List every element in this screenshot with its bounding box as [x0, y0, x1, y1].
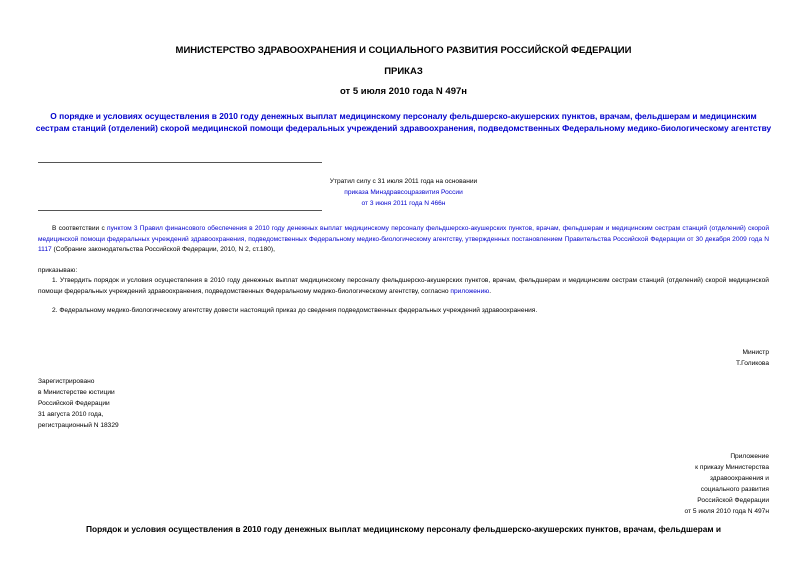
title-prefix: О — [50, 111, 60, 121]
registration-line2: в Министерстве юстиции — [38, 389, 115, 396]
order-item-1 — [38, 276, 769, 297]
preamble-text-start: В соответствии с — [52, 225, 108, 232]
repeal-order-date-link[interactable]: от 3 июня 2011 года N 466н — [361, 200, 446, 207]
document-date-number: от 5 июля 2010 года N 497н — [339, 86, 468, 97]
registration-line5: регистрационный N 18329 — [38, 422, 119, 429]
signature-block — [736, 347, 769, 369]
appendix-title: Порядок и условия осуществления в 2010 году денежных выплат медицинскому персоналу фельдшерско-акушерских пунктов, врачам, фельдшерам и — [85, 524, 722, 534]
item1-end: . — [489, 287, 492, 295]
order-word: приказываю: — [38, 267, 78, 274]
appendix-line2: к приказу Министерства — [695, 464, 769, 471]
status-note-line1: Утратил силу с 31 июля 2011 года на основании — [329, 178, 478, 185]
divider-top — [38, 162, 322, 163]
appendix-line3: здравоохранения и — [709, 475, 769, 482]
government-resolution-link[interactable]: постановлением Правительства Российской Федерации от 30 декабря 2009 года N 1117 — [38, 235, 770, 253]
registration-line3: Российской Федерации — [38, 400, 110, 407]
appendix-line6: от 5 июля 2010 года N 497н — [684, 508, 769, 515]
status-note — [260, 176, 547, 209]
registration-line4: 31 августа 2010 года, — [38, 411, 104, 418]
registration-block — [38, 376, 119, 431]
registration-line1: Зарегистрировано — [38, 378, 95, 385]
divider-bottom — [38, 210, 322, 211]
appendix-line4: социального развития — [700, 486, 769, 493]
title-link[interactable]: порядке и условиях осуществления в 2010 году денежных выплат медицинскому персоналу фельдшерско-акушерских пунктов, врачам, фельдшерам и медицинским сестрам станций (отделений) скорой медицинской помощи федеральных учреждений здравоохранения, подведомственных Федеральному медико-биологическому агентству — [35, 111, 772, 133]
signature-name: Т.Голикова — [735, 360, 769, 367]
signature-position: Министр — [742, 349, 769, 356]
appendix-block — [685, 451, 769, 517]
repeal-order-link[interactable]: приказа Минздравсоцразвития России — [344, 189, 463, 196]
item1-text: 1. Утвердить порядок и условия осуществления в 2010 году денежных выплат медицинскому персоналу фельдшерско-акушерских пунктов, врачам, фельдшерам и медицинским сестрам станций (отделений) скорой медицинской помощи федеральных учреждений здравоохранения, подведомственных Федеральному медико-биологическому агентству, согласно — [38, 277, 769, 295]
preamble-text-end: (Собрание законодательства Российской Федерации, 2010, N 2, ст.180), — [51, 246, 275, 253]
ministry-heading: МИНИСТЕРСТВО ЗДРАВООХРАНЕНИЯ И СОЦИАЛЬНОГО РАЗВИТИЯ РОССИЙСКОЙ ФЕДЕРАЦИИ — [175, 45, 632, 56]
appendix-link[interactable]: приложению — [450, 287, 490, 295]
preamble-paragraph — [38, 224, 769, 256]
document-type: ПРИКАЗ — [384, 66, 423, 77]
rules-point-link[interactable]: пунктом 3 Правил финансового обеспечения в 2010 году денежных выплат медицинскому персоналу фельдшерско-акушерских пунктов, врачам, фельдшерам и медицинским сестрам станций (отделений) скорой медицинской помощи федеральных учреждений здравоохранения, подведомственных Федеральному медико-биологическому агентству, утвержденных — [38, 225, 770, 243]
document-title — [35, 111, 772, 134]
order-item-2: 2. Федеральному медико-биологическому агентству довести настоящий приказ до сведения подведомственных федеральных учреждений здравоохранения. — [52, 307, 538, 314]
appendix-line5: Российской Федерации — [697, 497, 769, 504]
appendix-line1: Приложение — [730, 453, 769, 460]
